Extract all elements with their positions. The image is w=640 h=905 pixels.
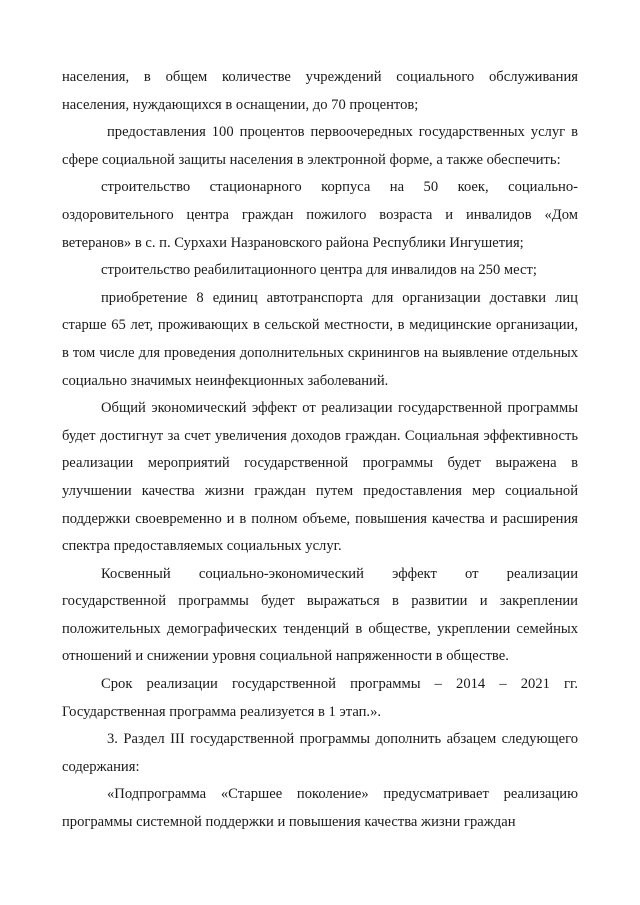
paragraph-7: Косвенный социально-экономический эффект от реализации государственной программы будет выражаться в развитии и закреплении положительных демографических тенденций в обществе, укреплении семейных отношений и снижении уровня социальной напряженности в обществе. xyxy=(62,565,578,665)
paragraph-6: Общий экономический эффект от реализации государственной программы будет достигнут за счет увеличения доходов граждан. Социальная эффективность реализации мероприятий государственной программы будет выражена в улучшении качества жизни граждан путем предоставления мер социальной поддержки своевременно и в полном объеме, повышения качества и расширения спектра предоставляемых социальных услуг. xyxy=(62,400,578,555)
paragraph-2: предоставления 100 процентов первоочередных государственных услуг в сфере социальной защиты населения в электронной форме, а также обеспечить: xyxy=(62,124,578,168)
document-body xyxy=(62,64,578,837)
paragraph-4: строительство реабилитационного центра для инвалидов на 250 мест; xyxy=(101,262,537,279)
paragraph-3: строительство стационарного корпуса на 50 коек, социально-оздоровительного центра граждан пожилого возраста и инвалидов «Дом ветеранов» в с. п. Сурхахи Назрановского района Республики Ингушетия; xyxy=(62,179,578,251)
paragraph-1: населения, в общем количестве учреждений социального обслуживания населения, нуждающихся в оснащении, до 70 процентов; xyxy=(62,69,578,113)
paragraph-9: 3. Раздел III государственной программы дополнить абзацем следующего содержания: xyxy=(62,731,578,775)
paragraph-8: Срок реализации государственной программы – 2014 – 2021 гг. Государственная программа реализуется в 1 этап.». xyxy=(62,676,578,720)
paragraph-5: приобретение 8 единиц автотранспорта для организации доставки лиц старше 65 лет, проживающих в сельской местности, в медицинские организации, в том числе для проведения дополнительных скринингов на выявление отдельных социально значимых неинфекционных заболеваний. xyxy=(62,289,578,389)
paragraph-10: «Подпрограмма «Старшее поколение» предусматривает реализацию программы системной поддержки и повышения качества жизни граждан xyxy=(62,786,578,831)
